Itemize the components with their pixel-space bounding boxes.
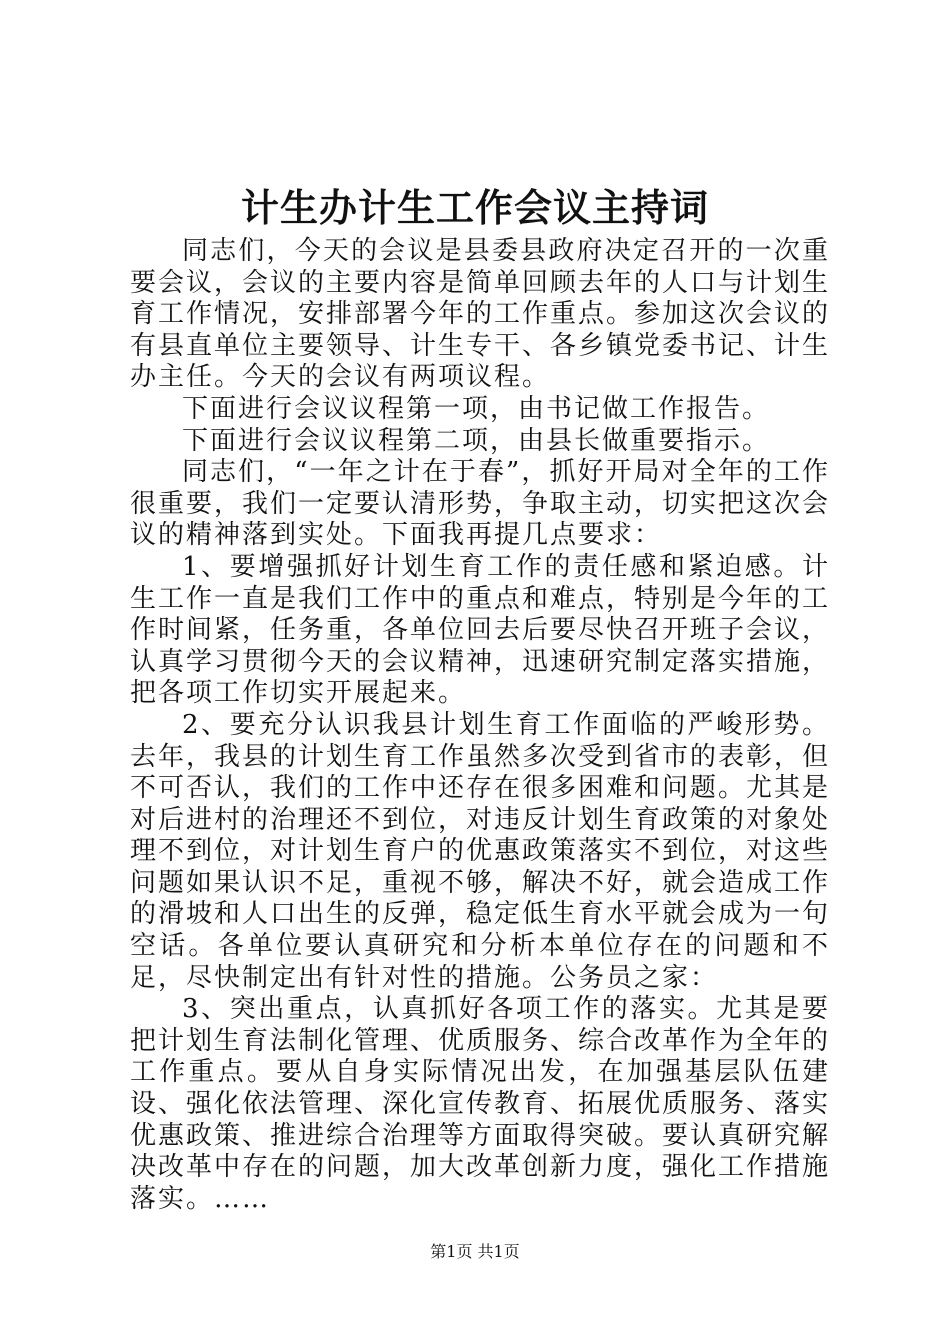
- paragraph-requirement-2: 2、要充分认识我县计划生育工作面临的严峻形势。去年，我县的计划生育工作虽然多次受到省市的表彰，但不可否认，我们的工作中还存在很多困难和问题。尤其是对后进村的治理还不到位，对违反计划生育政策的对象处理不到位，对计划生育户的优惠政策落实不到位，对这些问题如果认识不足，重视不够，解决不好，就会造成工作的滑坡和人口出生的反弹，稳定低生育水平就会成为一句空话。各单位要认真研究和分析本单位存在的问题和不足，尽快制定出有针对性的措施。公务员之家：: [130, 709, 831, 993]
- page-number-footer: 第1页 共1页: [430, 1242, 520, 1261]
- paragraph-opening: 同志们，今天的会议是县委县政府决定召开的一次重要会议，会议的主要内容是简单回顾去年的人口与计划生育工作情况，安排部署今年的工作重点。参加这次会议的有县直单位主要领导、计生专干、各乡镇党委书记、计生办主任。今天的会议有两项议程。: [130, 236, 831, 393]
- paragraph-agenda-item-2: 下面进行会议议程第二项，由县长做重要指示。: [182, 425, 771, 456]
- paragraph-agenda-item-1: 下面进行会议议程第一项，由书记做工作报告。: [182, 393, 771, 424]
- paragraph-requirement-3: 3、突出重点，认真抓好各项工作的落实。尤其是要把计划生育法制化管理、优质服务、综合改革作为全年的工作重点。要从自身实际情况出发，在加强基层队伍建设、强化依法管理、深化宣传教育、拓展优质服务、落实优惠政策、推进综合治理等方面取得突破。要认真研究解决改革中存在的问题，加大改革创新力度，强化工作措施落实。……: [130, 994, 831, 1214]
- paragraph-requirement-1: 1、要增强抓好计划生育工作的责任感和紧迫感。计生工作一直是我们工作中的重点和难点，特别是今年的工作时间紧，任务重，各单位回去后要尽快召开班子会议，认真学习贯彻今天的会议精神，迅速研究制定落实措施，把各项工作切实开展起来。: [130, 551, 831, 709]
- document-body: [130, 236, 830, 1215]
- paragraph-requirements-intro: 同志们，“一年之计在于春”，抓好开局对全年的工作很重要，我们一定要认清形势，争取主动，切实把这次会议的精神落到实处。下面我再提几点要求：: [130, 457, 831, 551]
- document-title: 计生办计生工作会议主持词: [240, 185, 709, 230]
